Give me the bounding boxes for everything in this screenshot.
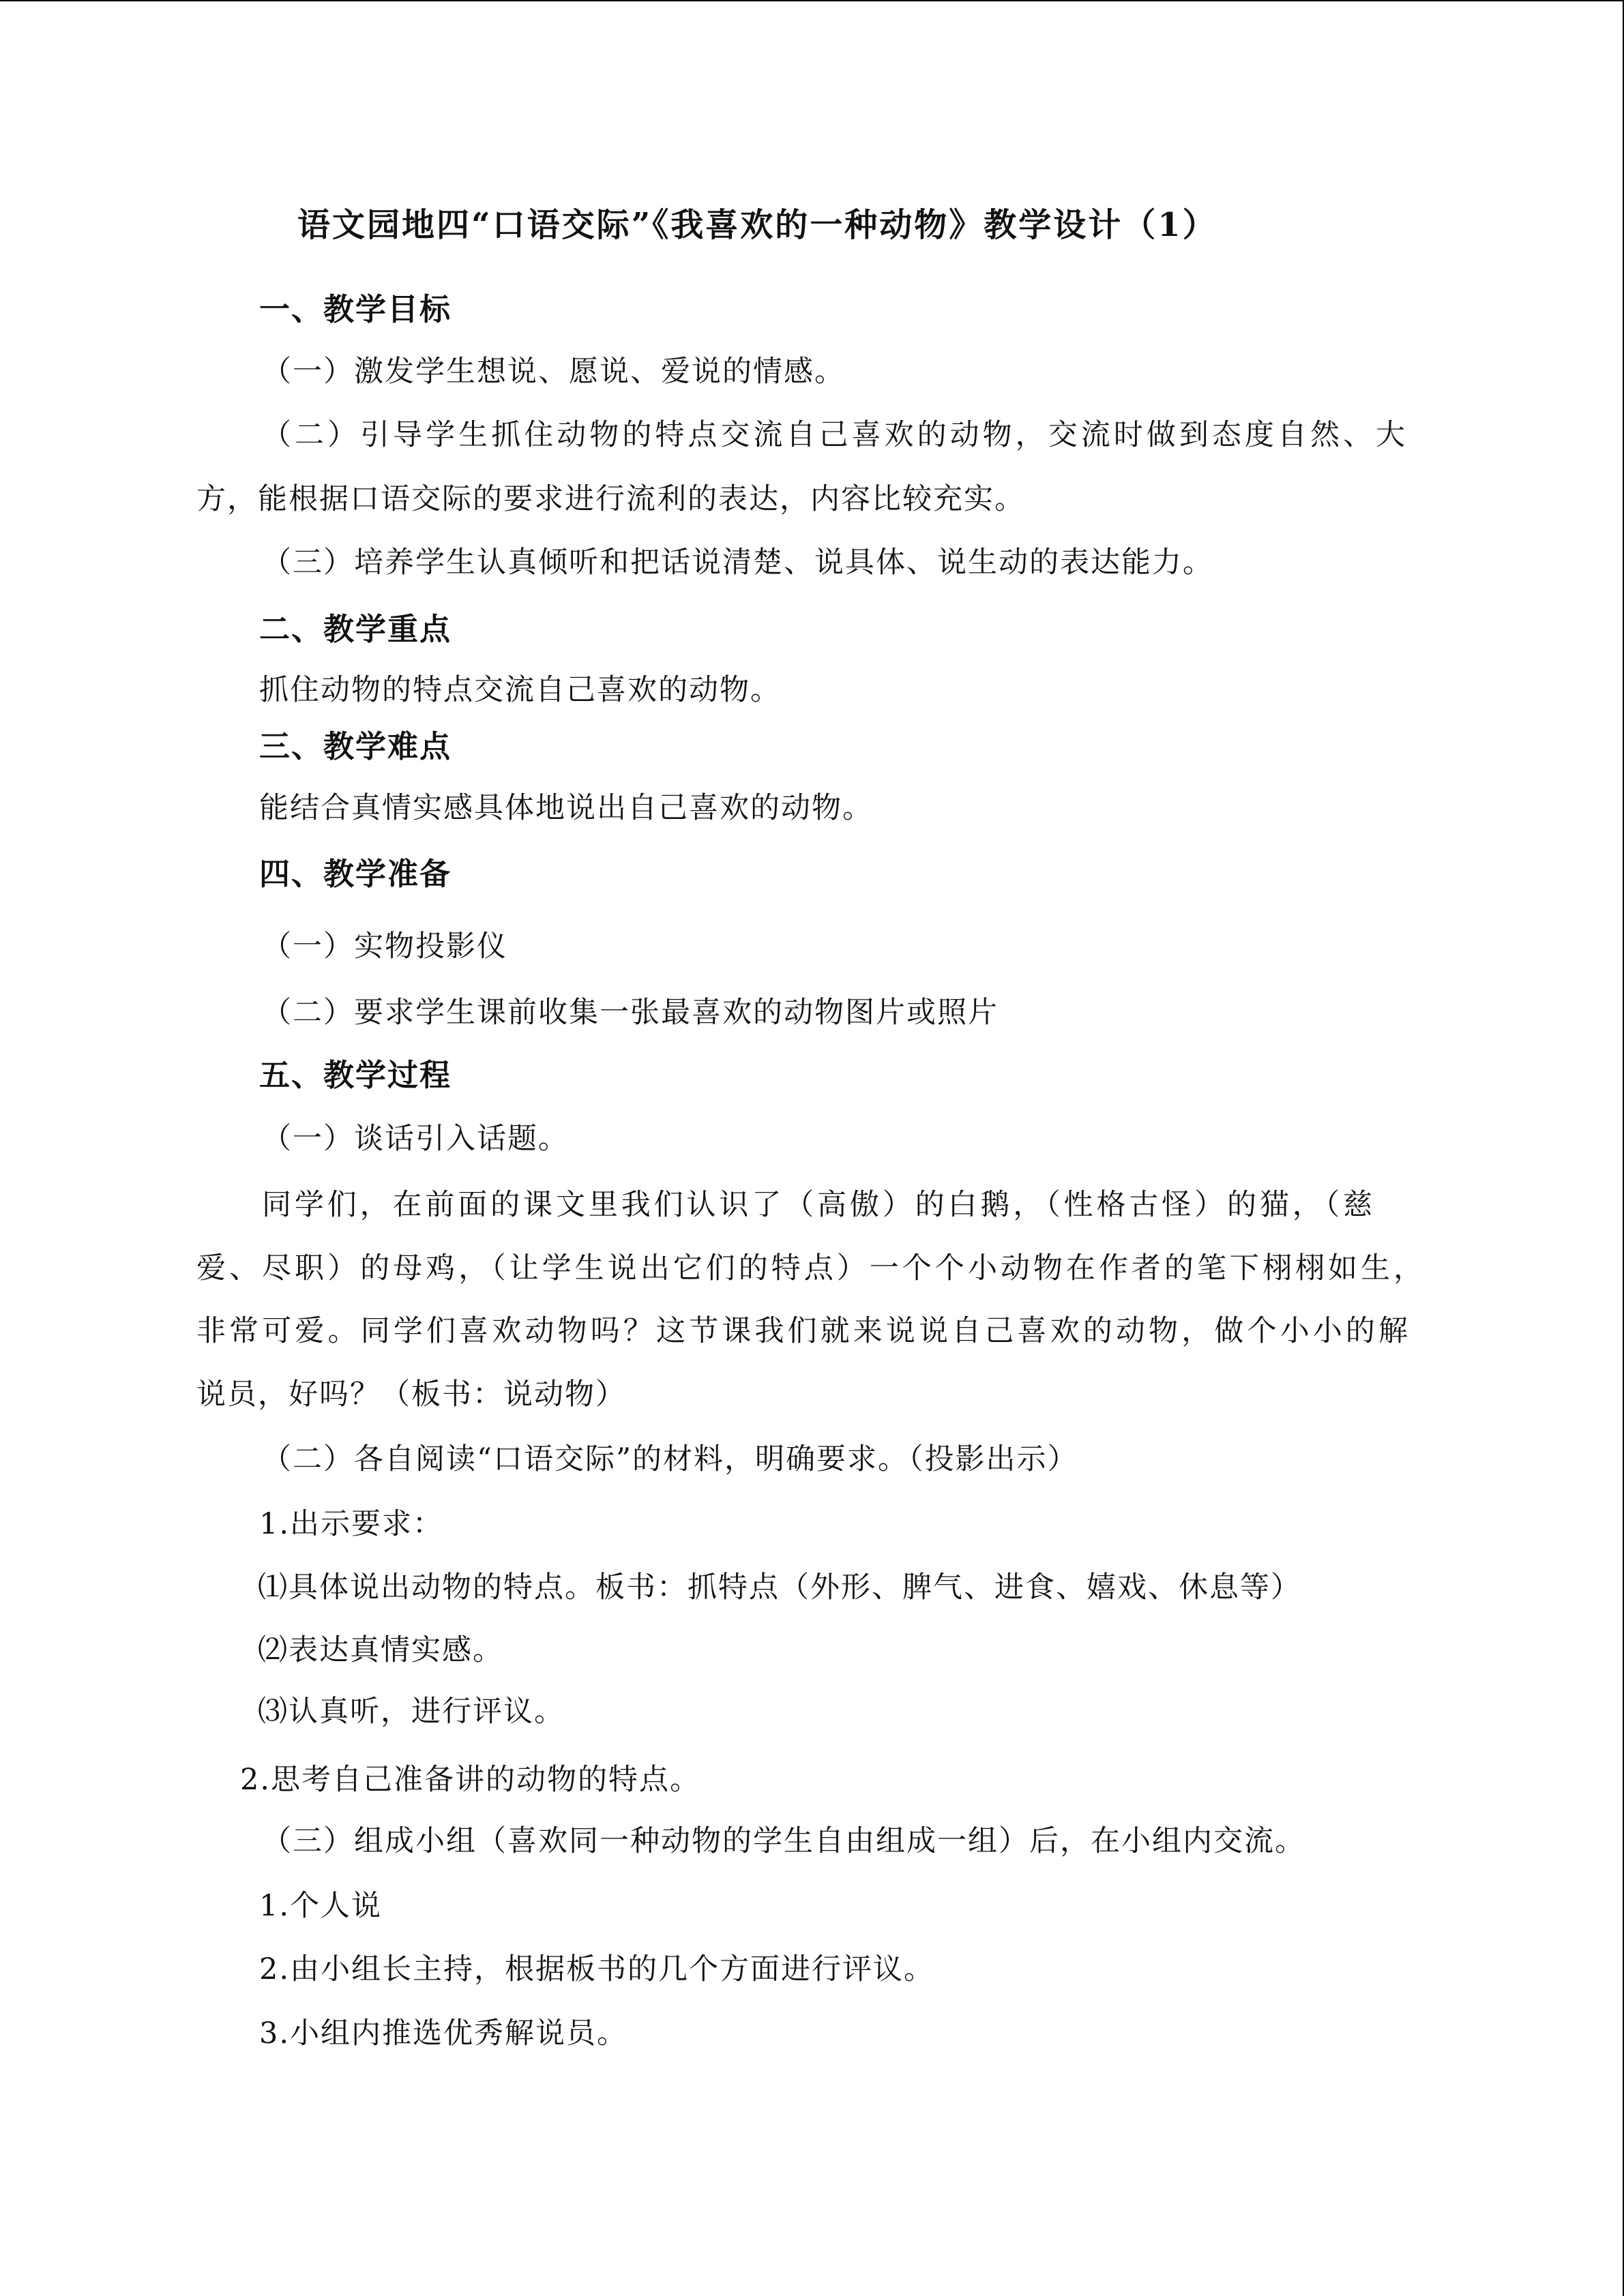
paragraph: （一）激发学生想说、愿说、爱说的情感。	[262, 355, 845, 389]
section-heading-difficulties: 三、教学难点	[259, 728, 452, 764]
section-heading-process: 五、教学过程	[259, 1057, 452, 1093]
paragraph: （二）要求学生课前收集一张最喜欢的动物图片或照片	[262, 996, 999, 1030]
list-item: 1.出示要求：	[259, 1507, 444, 1541]
paragraph: （二）各自阅读“口语交际”的材料，明确要求。（投影出示）	[262, 1442, 1078, 1476]
document-title: 语文园地四“口语交际”《我喜欢的一种动物》教学设计（1）	[297, 206, 1217, 244]
section-heading-preparation: 四、教学准备	[259, 856, 452, 892]
paragraph: （一）实物投影仪	[262, 929, 507, 964]
section-heading-key-points: 二、教学重点	[259, 611, 452, 647]
paragraph: 能结合真情实感具体地说出自己喜欢的动物。	[259, 791, 873, 825]
paragraph: 方，能根据口语交际的要求进行流利的表达，内容比较充实。	[196, 482, 1025, 516]
paragraph: 非常可爱。同学们喜欢动物吗？这节课我们就来说说自己喜欢的动物，做个小小的解	[196, 1314, 1409, 1348]
list-item: 3.小组内推选优秀解说员。	[259, 2016, 628, 2051]
paragraph: 爱、尽职）的母鸡，（让学生说出它们的特点）一个个小动物在作者的笔下栩栩如生，	[196, 1251, 1424, 1285]
paragraph: 抓住动物的特点交流自己喜欢的动物。	[259, 673, 781, 707]
paragraph: （三）培养学生认真倾听和把话说清楚、说具体、说生动的表达能力。	[262, 546, 1213, 580]
paragraph: （一）谈话引入话题。	[262, 1122, 569, 1156]
paragraph: 说员，好吗？（板书：说动物）	[196, 1377, 626, 1412]
list-item: 2.思考自己准备讲的动物的特点。	[240, 1763, 701, 1797]
list-item: ⑴具体说出动物的特点。板书：抓特点（外形、脾气、进食、嬉戏、休息等）	[258, 1570, 1301, 1605]
paragraph: （二）引导学生抓住动物的特点交流自己喜欢的动物，交流时做到态度自然、大	[262, 418, 1406, 452]
list-item: ⑵表达真情实感。	[258, 1633, 503, 1667]
list-item: 1.个人说	[259, 1889, 383, 1923]
paragraph: 同学们，在前面的课文里我们认识了（高傲）的白鹅，（性格古怪）的猫，（慈	[262, 1188, 1374, 1222]
list-item: 2.由小组长主持，根据板书的几个方面进行评议。	[259, 1952, 935, 1986]
list-item: ⑶认真听，进行评议。	[258, 1695, 565, 1729]
paragraph: （三）组成小组（喜欢同一种动物的学生自由组成一组）后，在小组内交流。	[262, 1824, 1305, 1858]
section-heading-goals: 一、教学目标	[259, 291, 452, 327]
